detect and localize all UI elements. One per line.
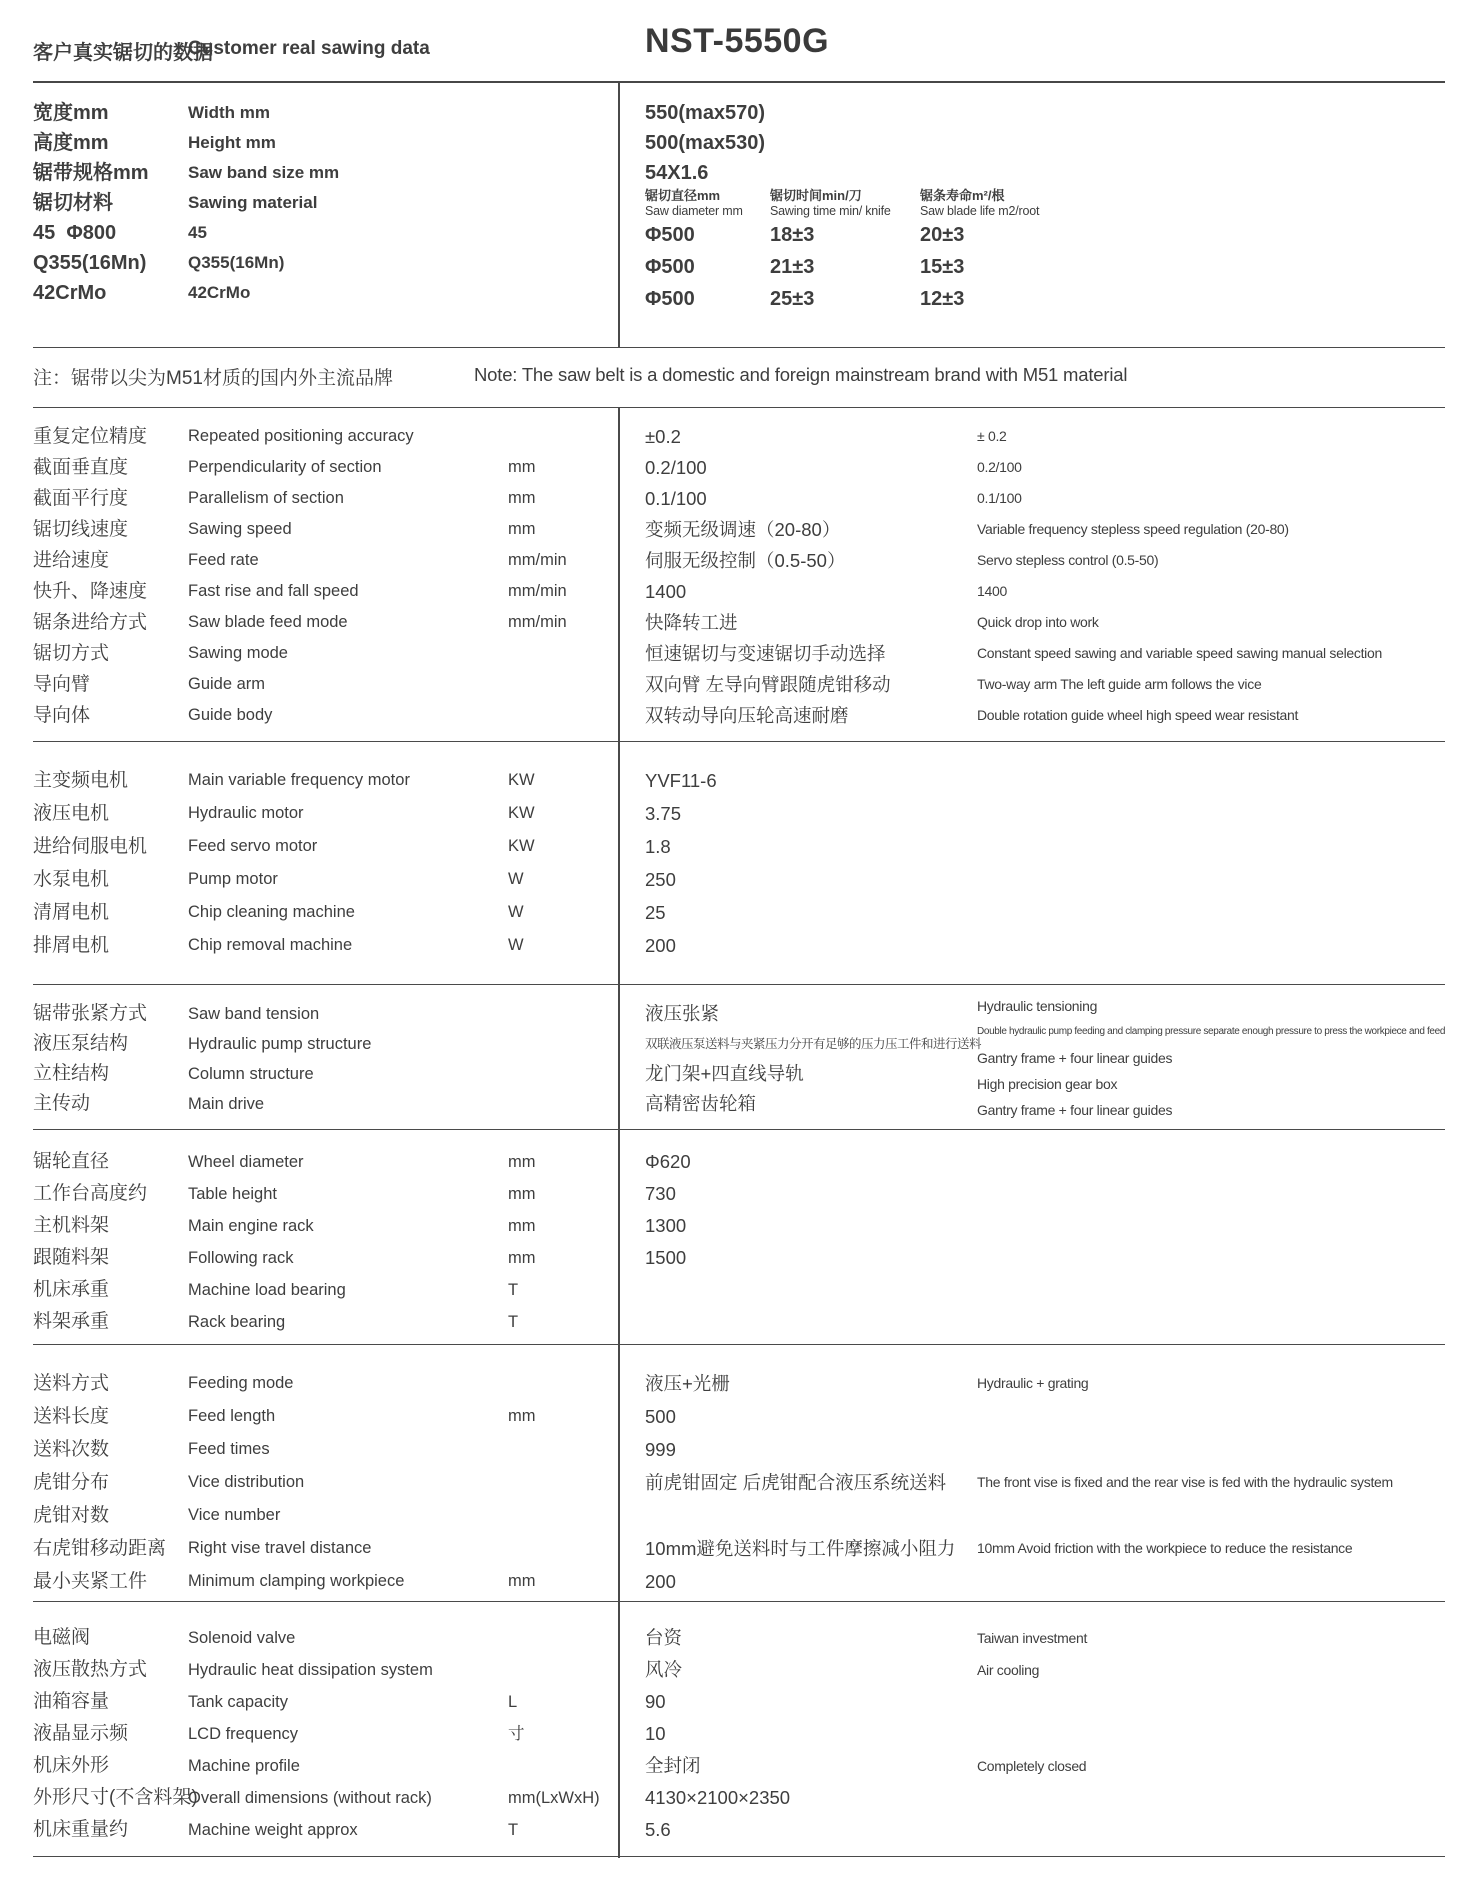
value-en: Constant speed sawing and variable speed sawing manual selection (977, 644, 1382, 661)
value-en: Servo stepless control (0.5-50) (977, 551, 1159, 568)
header-label-cn: 45 Φ800 (33, 221, 117, 244)
label-cn: 虎钳对数 (33, 1505, 110, 1526)
units (508, 421, 567, 731)
values-en (977, 1622, 1087, 1846)
unit: mm/min (508, 581, 567, 600)
labels-en (188, 1367, 404, 1598)
labels-cn (33, 764, 147, 962)
label-cn: 主机料架 (33, 1215, 110, 1236)
saw-col-life-header-cn: 锯条寿命m²/根 (920, 187, 1005, 203)
value-en (977, 1814, 1087, 1846)
label-en: Main engine rack (188, 1217, 314, 1235)
saw-life-value: 15±3 (920, 255, 965, 278)
value-cn: 3.75 (645, 803, 682, 824)
label-cn: 进给速度 (33, 549, 110, 571)
column-divider-line-body (618, 407, 620, 1858)
label-en: Vice number (188, 1506, 281, 1524)
value-cn: 999 (645, 1439, 676, 1460)
label-cn: 锯切方式 (33, 642, 110, 664)
value-cn: 25 (645, 902, 666, 923)
header-label-en: Sawing material (188, 192, 318, 212)
label-en: Feeding mode (188, 1374, 294, 1392)
unit (508, 1750, 600, 1782)
value-en: High precision gear box (977, 1076, 1118, 1092)
label-en: Hydraulic pump structure (188, 1035, 372, 1053)
value-en: 0.2/100 (977, 458, 1022, 475)
unit: mm (508, 457, 536, 476)
value-en (977, 1782, 1087, 1814)
header-value: 54X1.6 (645, 161, 709, 184)
label-cn: 机床承重 (33, 1279, 110, 1300)
section-structure (33, 985, 1445, 1130)
labels-en (188, 1622, 433, 1846)
unit: mm (508, 1217, 536, 1235)
values-cn (645, 421, 891, 731)
unit (508, 1654, 600, 1686)
label-cn: 液压散热方式 (33, 1659, 148, 1680)
label-en: Tank capacity (188, 1693, 288, 1711)
label-cn: 工作台高度约 (33, 1183, 148, 1204)
value-cn: 90 (645, 1691, 666, 1712)
labels-en (188, 1146, 346, 1338)
value-en: Hydraulic + grating (977, 1375, 1089, 1391)
unit: mm (508, 1249, 536, 1267)
value-cn: 250 (645, 869, 676, 890)
label-en: Rack bearing (188, 1313, 286, 1331)
label-cn: 机床重量约 (33, 1819, 129, 1840)
value-en: 1400 (977, 582, 1007, 599)
label-en: Feed rate (188, 550, 259, 569)
unit (508, 1622, 600, 1654)
label-cn: 截面垂直度 (33, 456, 129, 478)
label-cn: 液压电机 (33, 803, 110, 824)
value-cn: 变频无级调速（20-80） (645, 518, 841, 540)
label-cn: 送料方式 (33, 1373, 110, 1394)
label-en: Overall dimensions (without rack) (188, 1789, 432, 1807)
label-en: Feed times (188, 1440, 270, 1458)
label-en: Feed length (188, 1407, 276, 1425)
labels-cn (33, 1622, 198, 1846)
labels-cn (33, 1146, 147, 1338)
label-cn: 导向体 (33, 704, 91, 726)
unit: T (508, 1281, 519, 1299)
value-cn: 4130×2100×2350 (645, 1787, 791, 1808)
label-cn: 跟随料架 (33, 1247, 110, 1268)
unit: KW (508, 837, 535, 855)
value-en (977, 1718, 1087, 1750)
label-cn: 送料长度 (33, 1406, 110, 1427)
label-en: Feed servo motor (188, 837, 318, 855)
unit (508, 669, 567, 700)
note-band (33, 347, 1445, 408)
saw-table-col-life (920, 188, 1039, 315)
saw-life-value: 20±3 (920, 223, 965, 246)
value-cn (645, 1274, 691, 1306)
label-en: Sawing speed (188, 519, 292, 538)
label-en: Guide arm (188, 674, 266, 693)
value-cn: 双向臂 左导向臂跟随虎钳移动 (645, 673, 891, 695)
value-en (977, 1499, 1393, 1532)
label-en: Main drive (188, 1095, 265, 1113)
label-en: Pump motor (188, 870, 278, 888)
label-cn: 排屑电机 (33, 935, 110, 956)
values-en (977, 1367, 1393, 1598)
value-cn: 200 (645, 935, 676, 956)
value-cn: 10mm避免送料时与工件摩擦减小阻力 (645, 1538, 956, 1559)
value-cn: 1400 (645, 580, 687, 602)
saw-diameter-value: Φ500 (645, 287, 695, 310)
unit (508, 1532, 536, 1565)
label-en: Perpendicularity of section (188, 457, 382, 476)
values-cn (645, 999, 981, 1119)
label-cn: 电磁阀 (33, 1627, 91, 1648)
page-title-en: Customer real sawing data (188, 38, 430, 59)
saw-col-time-values (770, 219, 891, 315)
label-cn: 进给伺服电机 (33, 836, 148, 857)
value-en: Hydraulic tensioning (977, 998, 1098, 1014)
header-labels-cn (33, 98, 149, 308)
value-cn: 高精密齿轮箱 (645, 1093, 757, 1114)
saw-time-value: 21±3 (770, 255, 815, 278)
labels-en (188, 421, 414, 731)
unit: mm/min (508, 550, 567, 569)
value-cn: 1500 (645, 1247, 687, 1268)
label-cn: 快升、降速度 (33, 580, 148, 602)
value-en (977, 1400, 1393, 1433)
header-labels-en (188, 98, 339, 308)
value-cn: 双转动导向压轮高速耐磨 (645, 704, 849, 726)
section-motors (33, 742, 1445, 985)
header-values (645, 98, 765, 188)
unit (508, 1433, 536, 1466)
header-label-en: 42CrMo (188, 282, 251, 302)
saw-col-life-header-en: Saw blade life m2/root (920, 203, 1040, 218)
values-cn (645, 1146, 691, 1338)
unit: mm(LxWxH) (508, 1789, 600, 1807)
value-en: Two-way arm The left guide arm follows the vice (977, 675, 1262, 692)
label-en: Saw blade feed mode (188, 612, 348, 631)
value-cn: 龙门架+四直线导轨 (645, 1063, 804, 1084)
unit: mm (508, 488, 536, 507)
label-cn: 重复定位精度 (33, 425, 148, 447)
label-en: Table height (188, 1185, 277, 1203)
label-en: Machine weight approx (188, 1821, 358, 1839)
column-divider-line-header (618, 83, 620, 347)
label-en: Vice distribution (188, 1473, 305, 1491)
label-en: Machine profile (188, 1757, 300, 1775)
values-cn (645, 1367, 955, 1598)
label-en: Machine load bearing (188, 1281, 346, 1299)
value-en: Quick drop into work (977, 613, 1099, 630)
label-en: LCD frequency (188, 1725, 299, 1743)
label-en: Sawing mode (188, 643, 288, 662)
header-label-en: Q355(16Mn) (188, 252, 285, 272)
value-cn: 0.2/100 (645, 456, 707, 478)
label-en: Repeated positioning accuracy (188, 426, 414, 445)
value-cn: 200 (645, 1571, 676, 1592)
header-label-cn: 宽度mm (33, 101, 109, 124)
label-cn: 送料次数 (33, 1439, 110, 1460)
labels-cn (33, 1367, 166, 1598)
value-cn: 1300 (645, 1215, 687, 1236)
value-en (977, 1686, 1087, 1718)
section-feeding (33, 1345, 1445, 1602)
unit: W (508, 870, 524, 888)
saw-time-value: 18±3 (770, 223, 815, 246)
label-cn: 外形尺寸(不含料架) (33, 1787, 198, 1808)
unit: KW (508, 804, 535, 822)
saw-col-diameter-header-en: Saw diameter mm (645, 203, 743, 218)
unit: mm (508, 1572, 536, 1590)
section-sawing-performance (33, 407, 1445, 742)
label-cn: 液压泵结构 (33, 1033, 129, 1054)
value-cn: 500 (645, 1406, 676, 1427)
label-cn: 最小夹紧工件 (33, 1571, 148, 1592)
value-cn: 5.6 (645, 1819, 671, 1840)
header-label-cn: 锯带规格mm (33, 161, 149, 184)
model-number: NST-5550G (645, 22, 830, 60)
units (508, 764, 535, 962)
label-en: Main variable frequency motor (188, 771, 410, 789)
saw-diameter-value: Φ500 (645, 223, 695, 246)
value-cn: 风冷 (645, 1659, 683, 1680)
unit: KW (508, 771, 535, 789)
value-en: Completely closed (977, 1758, 1087, 1774)
header-label-en: Saw band size mm (188, 162, 340, 182)
sawing-data-header-block (33, 84, 1445, 349)
label-cn: 机床外形 (33, 1755, 110, 1776)
label-en: Right vise travel distance (188, 1539, 372, 1557)
header-value: 500(max530) (645, 131, 766, 154)
value-cn (645, 1306, 691, 1338)
header-label-en: 45 (188, 222, 207, 242)
saw-col-diameter-header-cn: 锯切直径mm (645, 187, 721, 203)
unit: mm/min (508, 612, 567, 631)
label-en: Guide body (188, 705, 273, 724)
value-cn: 伺服无级控制（0.5-50） (645, 549, 846, 571)
page-title-cn: 客户真实锯切的数据 (33, 42, 213, 64)
label-cn: 右虎钳移动距离 (33, 1538, 167, 1559)
label-en: Chip cleaning machine (188, 903, 355, 921)
unit: W (508, 936, 524, 954)
header-label-cn: 高度mm (33, 131, 109, 154)
header-label-cn: 42CrMo (33, 281, 107, 304)
unit: 寸 (508, 1725, 525, 1743)
header-label-cn: 锯切材料 (33, 191, 113, 214)
saw-col-time-header-cn: 锯切时间min/刀 (770, 187, 862, 203)
value-cn: 液压+光栅 (645, 1373, 730, 1394)
unit: mm (508, 1185, 536, 1203)
value-en: Air cooling (977, 1662, 1040, 1678)
value-en: Taiwan investment (977, 1630, 1088, 1646)
value-en: Gantry frame + four linear guides (977, 1102, 1173, 1118)
value-en: Gantry frame + four linear guides (977, 1050, 1173, 1066)
value-en: 10mm Avoid friction with the workpiece to reduce the resistance (977, 1540, 1353, 1556)
label-cn: 立柱结构 (33, 1063, 110, 1084)
value-en: Variable frequency stepless speed regulation (20-80) (977, 520, 1289, 537)
label-cn: 清屑电机 (33, 902, 110, 923)
saw-time-value: 25±3 (770, 287, 815, 310)
value-cn: ±0.2 (645, 425, 681, 447)
value-cn: 10 (645, 1723, 666, 1744)
label-cn: 料架承重 (33, 1311, 110, 1332)
unit: mm (508, 1153, 536, 1171)
value-cn: YVF11-6 (645, 770, 717, 791)
labels-cn (33, 999, 147, 1119)
unit: T (508, 1821, 519, 1839)
saw-col-time-header-en: Sawing time min/ knife (770, 203, 891, 218)
value-en: Double rotation guide wheel high speed wear resistant (977, 706, 1299, 723)
values-cn (645, 1622, 790, 1846)
unit (508, 700, 567, 731)
unit: L (508, 1693, 518, 1711)
value-cn: 前虎钳固定 后虎钳配合液压系统送料 (645, 1472, 947, 1493)
value-en: 0.1/100 (977, 489, 1022, 506)
header-title-band (33, 0, 1445, 83)
values-cn (645, 764, 717, 962)
label-en: Solenoid valve (188, 1629, 296, 1647)
saw-life-value: 12±3 (920, 287, 965, 310)
value-cn: 730 (645, 1183, 676, 1204)
label-en: Following rack (188, 1249, 294, 1267)
saw-table-col-diameter (645, 98, 765, 315)
units (508, 1146, 536, 1338)
label-cn: 锯条进给方式 (33, 611, 148, 633)
label-cn: 液晶显示频 (33, 1723, 129, 1744)
label-cn: 主传动 (33, 1093, 91, 1114)
unit: T (508, 1313, 519, 1331)
unit (508, 421, 567, 452)
labels-en (188, 764, 410, 962)
label-cn: 导向臂 (33, 673, 91, 695)
label-en: Minimum clamping workpiece (188, 1572, 405, 1590)
header-label-en: Width mm (188, 102, 271, 122)
label-cn: 截面平行度 (33, 487, 129, 509)
label-cn: 锯轮直径 (33, 1151, 110, 1172)
value-cn: 台资 (645, 1627, 683, 1648)
value-cn (645, 1499, 955, 1532)
header-value: 550(max570) (645, 101, 766, 124)
value-cn: 快降转工进 (645, 611, 738, 633)
unit (508, 1499, 536, 1532)
label-en: Wheel diameter (188, 1153, 304, 1171)
labels-cn (33, 421, 147, 731)
label-cn: 锯带张紧方式 (33, 1003, 148, 1024)
header-label-en: Height mm (188, 132, 276, 152)
value-cn: Φ620 (645, 1151, 691, 1172)
label-cn: 虎钳分布 (33, 1472, 110, 1493)
label-en: Hydraulic motor (188, 804, 304, 822)
value-en: Double hydraulic pump feeding and clamping pressure separate enough pressure to press the workpiece and feed (977, 1026, 1446, 1037)
value-en: The front vise is fixed and the rear vise is fed with the hydraulic system (977, 1474, 1393, 1490)
units (508, 1622, 600, 1846)
labels-en (188, 999, 371, 1119)
value-cn: 液压张紧 (645, 1003, 720, 1024)
value-en: ± 0.2 (977, 427, 1007, 444)
label-en: Column structure (188, 1065, 314, 1083)
label-en: Chip removal machine (188, 936, 353, 954)
value-cn: 0.1/100 (645, 487, 707, 509)
value-cn: 1.8 (645, 836, 671, 857)
label-cn: 油箱容量 (33, 1691, 110, 1712)
values-en (977, 421, 1382, 731)
value-en (977, 1565, 1393, 1598)
units (508, 1367, 536, 1598)
value-cn: 全封闭 (645, 1755, 701, 1776)
value-cn: 双联液压泵送料与夹紧压力分开有足够的压力压工件和进行送料 (645, 1037, 982, 1051)
label-en: Hydraulic heat dissipation system (188, 1661, 433, 1679)
label-cn: 水泵电机 (33, 869, 110, 890)
unit: mm (508, 1407, 536, 1425)
note-text-cn: 注：锯带以尖为M51材质的国内外主流品牌 (33, 368, 393, 389)
unit: mm (508, 519, 536, 538)
values-en (977, 993, 1445, 1123)
unit (508, 638, 567, 669)
label-en: Saw band tension (188, 1005, 320, 1023)
header-label-cn: Q355(16Mn) (33, 251, 147, 274)
saw-diameter-value: Φ500 (645, 255, 695, 278)
note-text-en: Note: The saw belt is a domestic and foreign mainstream brand with M51 material (474, 364, 1128, 385)
label-en: Parallelism of section (188, 488, 344, 507)
saw-col-life-values (920, 219, 1039, 315)
label-en: Fast rise and fall speed (188, 581, 359, 600)
label-cn: 主变频电机 (33, 770, 129, 791)
section-dimensions (33, 1130, 1445, 1345)
section-general (33, 1602, 1445, 1857)
label-cn: 锯切线速度 (33, 518, 129, 540)
saw-table-col-time (770, 188, 891, 315)
value-cn: 恒速锯切与变速锯切手动选择 (645, 642, 886, 664)
unit: W (508, 903, 524, 921)
saw-col-diameter-values (645, 219, 765, 315)
unit (508, 1466, 536, 1499)
value-en (977, 1433, 1393, 1466)
unit (508, 1367, 536, 1400)
